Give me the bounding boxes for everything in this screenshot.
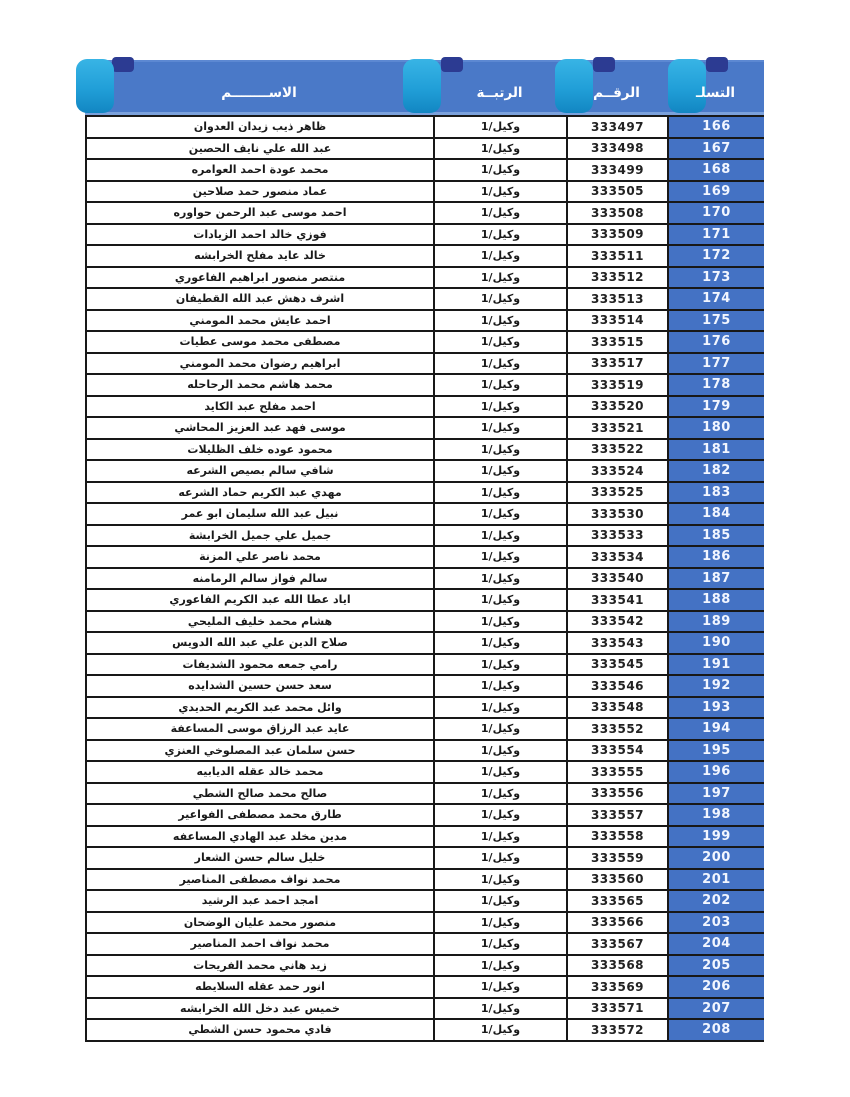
cell-serial: 179 [667, 397, 764, 417]
cell-serial: 204 [667, 934, 764, 954]
cell-rank: وكيل/1 [433, 375, 566, 395]
table-row [85, 397, 764, 419]
cell-serial: 180 [667, 418, 764, 438]
cell-rank: وكيل/1 [433, 999, 566, 1019]
cell-name: عايد عبد الرزاق موسى المساعفة [85, 719, 433, 739]
cell-serial: 170 [667, 203, 764, 223]
cell-serial: 187 [667, 569, 764, 589]
cell-name: عماد منصور حمد صلاحين [85, 182, 433, 202]
cell-name: هشام محمد خليف المليحي [85, 612, 433, 632]
table-row [85, 225, 764, 247]
table-row [85, 999, 764, 1021]
table-row [85, 311, 764, 333]
cell-name: حسن سلمان عبد المصلوخي العنزي [85, 741, 433, 761]
cell-number: 333568 [566, 956, 667, 976]
cell-serial: 184 [667, 504, 764, 524]
cell-number: 333559 [566, 848, 667, 868]
cell-rank: وكيل/1 [433, 182, 566, 202]
header-number-label: الرقــم [593, 85, 640, 101]
cell-name: اياد عطا الله عبد الكريم الفاعوري [85, 590, 433, 610]
cell-name: محمد ناصر علي المزنة [85, 547, 433, 567]
cell-serial: 196 [667, 762, 764, 782]
header-serial-label: التسلـ [695, 85, 736, 101]
cell-serial: 202 [667, 891, 764, 911]
cell-number: 333517 [566, 354, 667, 374]
cell-number: 333511 [566, 246, 667, 266]
table-row [85, 483, 764, 505]
table-row [85, 719, 764, 741]
cell-rank: وكيل/1 [433, 956, 566, 976]
cell-name: وائل محمد عبد الكريم الحديدي [85, 698, 433, 718]
cell-number: 333545 [566, 655, 667, 675]
table-row [85, 289, 764, 311]
table-row [85, 418, 764, 440]
cell-name: اشرف دهش عبد الله القطيفان [85, 289, 433, 309]
cell-serial: 185 [667, 526, 764, 546]
table-row [85, 139, 764, 161]
cell-rank: وكيل/1 [433, 590, 566, 610]
cell-rank: وكيل/1 [433, 676, 566, 696]
cell-number: 333565 [566, 891, 667, 911]
cell-rank: وكيل/1 [433, 891, 566, 911]
cell-serial: 190 [667, 633, 764, 653]
table-row [85, 354, 764, 376]
table-row [85, 612, 764, 634]
cell-rank: وكيل/1 [433, 784, 566, 804]
cell-name: محمود عوده خلف الظليلات [85, 440, 433, 460]
table-row [85, 246, 764, 268]
cell-name: مصطفى محمد موسى عطيات [85, 332, 433, 352]
cell-name: صلاح الدين علي عبد الله الدويس [85, 633, 433, 653]
cell-number: 333572 [566, 1020, 667, 1040]
cell-serial: 188 [667, 590, 764, 610]
cell-rank: وكيل/1 [433, 762, 566, 782]
cell-serial: 194 [667, 719, 764, 739]
cell-number: 333541 [566, 590, 667, 610]
cell-name: موسى فهد عبد العزيز المحاشي [85, 418, 433, 438]
cell-serial: 192 [667, 676, 764, 696]
cell-serial: 166 [667, 117, 764, 137]
cell-number: 333512 [566, 268, 667, 288]
cell-serial: 183 [667, 483, 764, 503]
cell-rank: وكيل/1 [433, 139, 566, 159]
cell-name: رامي جمعه محمود الشديفات [85, 655, 433, 675]
cell-rank: وكيل/1 [433, 870, 566, 890]
cell-number: 333519 [566, 375, 667, 395]
cell-serial: 201 [667, 870, 764, 890]
cell-number: 333548 [566, 698, 667, 718]
cell-rank: وكيل/1 [433, 246, 566, 266]
cell-number: 333514 [566, 311, 667, 331]
cell-rank: وكيل/1 [433, 268, 566, 288]
cell-rank: وكيل/1 [433, 655, 566, 675]
cell-rank: وكيل/1 [433, 418, 566, 438]
cell-name: جميل علي جميل الخرابشة [85, 526, 433, 546]
cell-name: مدين مخلد عبد الهادي المساعفه [85, 827, 433, 847]
table-row [85, 956, 764, 978]
cell-serial: 174 [667, 289, 764, 309]
cell-rank: وكيل/1 [433, 741, 566, 761]
header-serial [667, 62, 764, 112]
table-row [85, 117, 764, 139]
cell-serial: 178 [667, 375, 764, 395]
cell-serial: 171 [667, 225, 764, 245]
cell-rank: وكيل/1 [433, 225, 566, 245]
cell-name: منتصر منصور ابراهيم الفاعوري [85, 268, 433, 288]
cell-number: 333509 [566, 225, 667, 245]
cell-name: محمد عودة احمد العوامره [85, 160, 433, 180]
cell-serial: 205 [667, 956, 764, 976]
cell-rank: وكيل/1 [433, 633, 566, 653]
cell-name: فوزي خالد احمد الزيادات [85, 225, 433, 245]
cell-serial: 195 [667, 741, 764, 761]
cell-rank: وكيل/1 [433, 461, 566, 481]
cell-serial: 199 [667, 827, 764, 847]
cell-number: 333524 [566, 461, 667, 481]
cell-number: 333540 [566, 569, 667, 589]
table-row [85, 1020, 764, 1042]
cell-rank: وكيل/1 [433, 913, 566, 933]
cell-name: خليل سالم حسن الشعار [85, 848, 433, 868]
cell-name: محمد نواف احمد المناصير [85, 934, 433, 954]
cell-number: 333499 [566, 160, 667, 180]
cell-rank: وكيل/1 [433, 1020, 566, 1040]
cell-name: انور حمد عقله السلايطه [85, 977, 433, 997]
cell-name: محمد هاشم محمد الرحاحله [85, 375, 433, 395]
header-rank-label: الرتبــة [476, 85, 523, 101]
cell-rank: وكيل/1 [433, 827, 566, 847]
cell-name: عبد الله علي نايف الحصين [85, 139, 433, 159]
cell-name: خالد عايد مفلح الخرابشه [85, 246, 433, 266]
header-name [85, 62, 433, 112]
cell-number: 333558 [566, 827, 667, 847]
cell-name: احمد موسى عبد الرحمن حواوره [85, 203, 433, 223]
table-row [85, 805, 764, 827]
table-row [85, 977, 764, 999]
cell-name: صالح محمد صالح الشطي [85, 784, 433, 804]
cell-rank: وكيل/1 [433, 440, 566, 460]
cell-serial: 169 [667, 182, 764, 202]
table-row [85, 461, 764, 483]
cell-name: ظاهر ذيب زيدان العدوان [85, 117, 433, 137]
cell-serial: 168 [667, 160, 764, 180]
cell-name: احمد مفلح عبد الكايد [85, 397, 433, 417]
cell-number: 333530 [566, 504, 667, 524]
cell-rank: وكيل/1 [433, 117, 566, 137]
cell-rank: وكيل/1 [433, 569, 566, 589]
cell-number: 333546 [566, 676, 667, 696]
cell-rank: وكيل/1 [433, 848, 566, 868]
cell-number: 333554 [566, 741, 667, 761]
table-row [85, 268, 764, 290]
cell-rank: وكيل/1 [433, 805, 566, 825]
cell-rank: وكيل/1 [433, 698, 566, 718]
cell-number: 333566 [566, 913, 667, 933]
cell-number: 333542 [566, 612, 667, 632]
table-row [85, 870, 764, 892]
cell-serial: 175 [667, 311, 764, 331]
cell-number: 333497 [566, 117, 667, 137]
cell-serial: 206 [667, 977, 764, 997]
table-row [85, 504, 764, 526]
cell-number: 333569 [566, 977, 667, 997]
table-row [85, 848, 764, 870]
table-row [85, 203, 764, 225]
cell-name: ابراهيم رضوان محمد المومني [85, 354, 433, 374]
cell-serial: 207 [667, 999, 764, 1019]
table-row [85, 698, 764, 720]
header-name-label: الاســــــــم [221, 85, 297, 101]
cell-number: 333534 [566, 547, 667, 567]
cell-rank: وكيل/1 [433, 289, 566, 309]
cell-rank: وكيل/1 [433, 332, 566, 352]
table-row [85, 375, 764, 397]
table-row [85, 590, 764, 612]
cell-number: 333560 [566, 870, 667, 890]
cell-serial: 200 [667, 848, 764, 868]
table-row [85, 913, 764, 935]
cell-serial: 181 [667, 440, 764, 460]
cell-rank: وكيل/1 [433, 397, 566, 417]
cell-serial: 208 [667, 1020, 764, 1040]
cell-name: مهدي عبد الكريم حماد الشرعه [85, 483, 433, 503]
cell-rank: وكيل/1 [433, 934, 566, 954]
table-row [85, 569, 764, 591]
cell-number: 333557 [566, 805, 667, 825]
cell-number: 333525 [566, 483, 667, 503]
cell-number: 333521 [566, 418, 667, 438]
table-row [85, 332, 764, 354]
cell-serial: 191 [667, 655, 764, 675]
cell-number: 333567 [566, 934, 667, 954]
table-row [85, 676, 764, 698]
table-row [85, 741, 764, 763]
table-row [85, 762, 764, 784]
table-row [85, 440, 764, 462]
cell-name: منصور محمد عليان الوضحان [85, 913, 433, 933]
table-row [85, 547, 764, 569]
table-row [85, 633, 764, 655]
cell-serial: 193 [667, 698, 764, 718]
cell-rank: وكيل/1 [433, 504, 566, 524]
cell-rank: وكيل/1 [433, 311, 566, 331]
header-rank [433, 62, 566, 112]
cell-number: 333515 [566, 332, 667, 352]
cell-number: 333543 [566, 633, 667, 653]
cell-name: نبيل عبد الله سليمان ابو عمر [85, 504, 433, 524]
cell-serial: 186 [667, 547, 764, 567]
cell-number: 333556 [566, 784, 667, 804]
cell-serial: 197 [667, 784, 764, 804]
cell-name: سالم فواز سالم الرمامنه [85, 569, 433, 589]
header-number [566, 62, 667, 112]
cell-rank: وكيل/1 [433, 160, 566, 180]
cell-number: 333552 [566, 719, 667, 739]
cell-name: محمد خالد عقله الديابيه [85, 762, 433, 782]
cell-rank: وكيل/1 [433, 203, 566, 223]
cell-rank: وكيل/1 [433, 483, 566, 503]
cell-number: 333522 [566, 440, 667, 460]
table-row [85, 934, 764, 956]
cell-name: محمد نواف مصطفى المناصير [85, 870, 433, 890]
cell-rank: وكيل/1 [433, 526, 566, 546]
cell-serial: 182 [667, 461, 764, 481]
table-row [85, 160, 764, 182]
cell-serial: 203 [667, 913, 764, 933]
cell-name: زيد هاني محمد الفريحات [85, 956, 433, 976]
table-header-row [85, 60, 764, 115]
table-row [85, 891, 764, 913]
cell-rank: وكيل/1 [433, 354, 566, 374]
cell-number: 333571 [566, 999, 667, 1019]
cell-serial: 172 [667, 246, 764, 266]
cell-serial: 176 [667, 332, 764, 352]
cell-rank: وكيل/1 [433, 612, 566, 632]
cell-serial: 189 [667, 612, 764, 632]
table-row [85, 827, 764, 849]
table-row [85, 784, 764, 806]
table-row [85, 655, 764, 677]
cell-name: شافي سالم بصيص الشرعه [85, 461, 433, 481]
cell-number: 333508 [566, 203, 667, 223]
cell-name: فادي محمود حسن الشطي [85, 1020, 433, 1040]
cell-serial: 198 [667, 805, 764, 825]
personnel-table [85, 60, 764, 1042]
cell-name: سعد حسن حسين الشدايده [85, 676, 433, 696]
cell-rank: وكيل/1 [433, 719, 566, 739]
cell-serial: 177 [667, 354, 764, 374]
table-row [85, 526, 764, 548]
cell-name: امجد احمد عبد الرشيد [85, 891, 433, 911]
cell-number: 333505 [566, 182, 667, 202]
cell-rank: وكيل/1 [433, 977, 566, 997]
cell-rank: وكيل/1 [433, 547, 566, 567]
cell-name: طارق محمد مصطفى الفواعير [85, 805, 433, 825]
cell-number: 333520 [566, 397, 667, 417]
cell-serial: 173 [667, 268, 764, 288]
cell-number: 333533 [566, 526, 667, 546]
table-row [85, 182, 764, 204]
cell-name: احمد عايش محمد المومني [85, 311, 433, 331]
cell-name: خميس عبد دخل الله الخرابشه [85, 999, 433, 1019]
cell-number: 333513 [566, 289, 667, 309]
cell-number: 333498 [566, 139, 667, 159]
cell-number: 333555 [566, 762, 667, 782]
table-body [85, 115, 764, 1042]
cell-serial: 167 [667, 139, 764, 159]
